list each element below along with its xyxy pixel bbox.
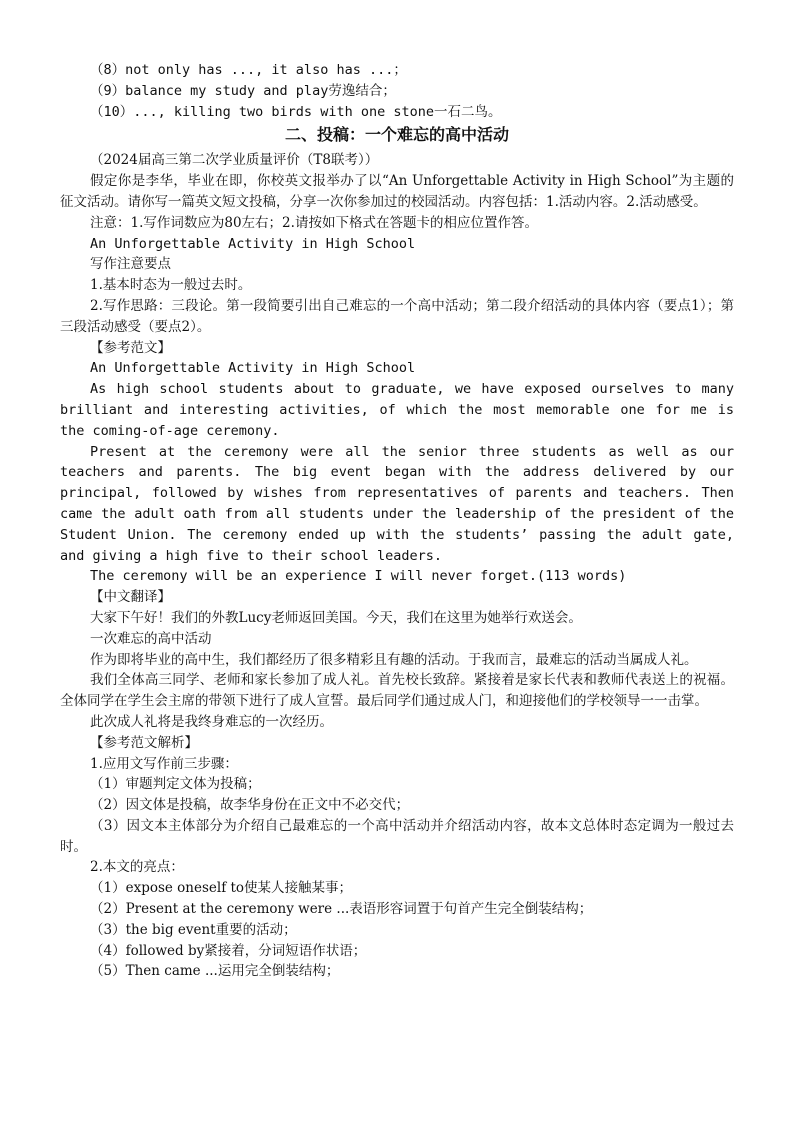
tips-heading: 写作注意要点 xyxy=(90,256,171,273)
list-item: （8）not only has ..., it also has ...； xyxy=(90,62,407,78)
analysis-item: （1）审题判定文体为投稿； xyxy=(90,776,261,793)
model-heading: 【参考范文】 xyxy=(90,339,171,356)
prompt-paragraph: 假定你是李华，毕业在即，你校英文报举办了以“An Unforgettable Activity in High School”为主题的征文活动。请你写一篇英文短文投稿，分享一次你参加过的校园活动。内容包括：1.活动内容。2.活动感受。 xyxy=(60,173,734,210)
tip-item: 2.写作思路：三段论。第一段简要引出自己难忘的一个高中活动；第二段介绍活动的具体内容（要点1）；第三段活动感受（要点2）。 xyxy=(60,297,734,335)
translation-title: 一次难忘的高中活动 xyxy=(90,630,212,647)
list-item: （9）balance my study and play劳逸结合； xyxy=(90,82,396,99)
translation-paragraph: 我们全体高三同学、老师和家长参加了成人礼。首先校长致辞。紧接着是家长代表和教师代表送上的祝福。全体同学在学生会主席的带领下进行了成人宣誓。最后同学们通过成人门，和迎接他们的学校领导一一击掌。 xyxy=(60,672,734,710)
document-page xyxy=(60,60,734,982)
highlight-item: （3）the big event重要的活动； xyxy=(90,921,297,938)
analysis-item: （3）因文本主体部分为介绍自己最难忘的一个高中活动并介绍活动内容，故本文总体时态定调为一般过去时。 xyxy=(60,817,734,855)
analysis-item: 1.应用文写作前三步骤： xyxy=(90,755,238,772)
model-paragraph: Present at the ceremony were all the senior three students as well as our teachers and parents. The big event began with the address delivered by our principal, followed by wishes from representatives of parents and teachers. Then came the adult oath from all students under the leadership of the president of the Student Union. The ceremony ended up with the students’ passing the adult gate, and giving a high five to their school leaders. xyxy=(60,443,734,564)
translation-paragraph: 大家下午好！我们的外教Lucy老师返回美国。今天，我们在这里为她举行欢送会。 xyxy=(90,609,582,626)
analysis-heading: 【参考范文解析】 xyxy=(90,734,198,751)
translation-paragraph: 作为即将毕业的高中生，我们都经历了很多精彩且有趣的活动。于我而言，最难忘的活动当属成人礼。 xyxy=(90,651,698,668)
section-title: 二、投稿：一个难忘的高中活动 xyxy=(284,125,509,145)
analysis-item: （2）因文体是投稿，故李华身份在正文中不必交代； xyxy=(90,797,410,814)
analysis-item: 2.本文的亮点： xyxy=(90,859,184,876)
source-note: （2024届高三第二次学业质量评价（T8联考）） xyxy=(90,152,379,169)
tip-item: 1.基本时态为一般过去时。 xyxy=(90,277,252,294)
translation-paragraph: 此次成人礼将是我终身难忘的一次经历。 xyxy=(90,713,333,730)
model-title: An Unforgettable Activity in High School xyxy=(90,360,416,377)
translation-heading: 【中文翻译】 xyxy=(90,589,171,606)
model-paragraph: The ceremony will be an experience I will never forget.(113 words) xyxy=(90,568,627,585)
notice-line: 注意：1.写作词数应为80左右；2.请按如下格式在答题卡的相应位置作答。 xyxy=(90,214,538,231)
highlight-item: （4）followed by紧接着，分词短语作状语； xyxy=(90,942,367,959)
highlight-item: （5）Then came ...运用完全倒装结构； xyxy=(90,963,340,980)
list-item: （10）..., killing two birds with one stone一石二鸟。 xyxy=(90,103,502,120)
format-title: An Unforgettable Activity in High School xyxy=(90,235,416,252)
model-paragraph: As high school students about to graduate, we have exposed ourselves to many brilliant and interesting activities, of which the most memorable one for me is the coming-of-age ceremony. xyxy=(60,381,734,439)
highlight-item: （1）expose oneself to使某人接触某事； xyxy=(90,880,353,897)
highlight-item: （2）Present at the ceremony were ...表语形容词置于句首产生完全倒装结构； xyxy=(90,901,593,918)
